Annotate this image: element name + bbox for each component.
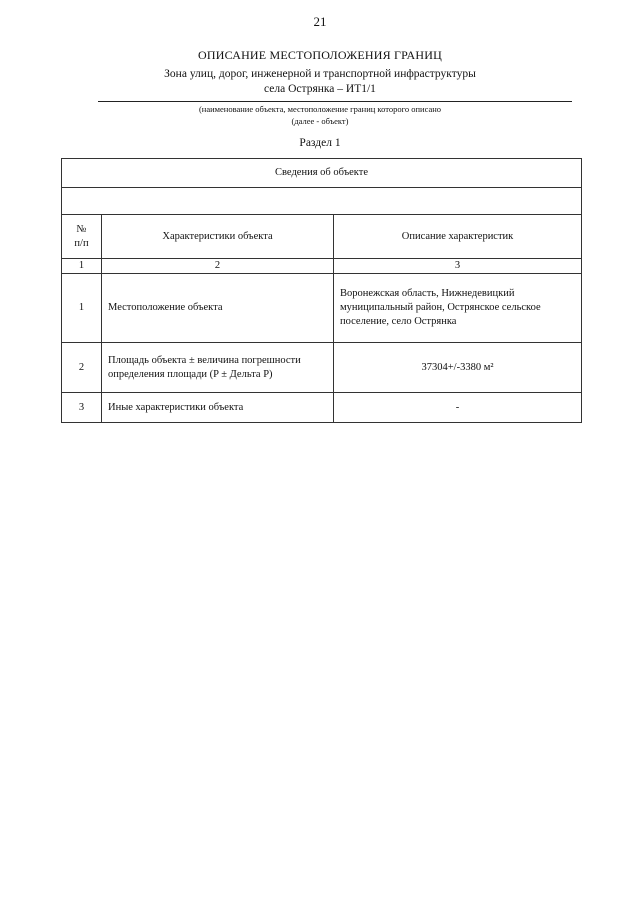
page-number: 21: [313, 14, 327, 29]
caption-line-2: (далее - объект): [291, 116, 349, 126]
document-title: ОПИСАНИЕ МЕСТОПОЛОЖЕНИЯ ГРАНИЦ: [198, 48, 442, 62]
section-title: Раздел 1: [299, 137, 341, 149]
row-description: -: [334, 393, 582, 423]
row-characteristic: Иные характеристики объекта: [102, 393, 334, 423]
subtitle-line-2: села Острянка – ИТ1/1: [264, 83, 376, 95]
row-number: 2: [62, 343, 102, 393]
subtitle-line-1: Зона улиц, дорог, инженерной и транспортной инфраструктуры: [164, 68, 476, 80]
underline-rule: [98, 101, 572, 102]
row-characteristic: Площадь объекта ± величина погрешности определения площади (P ± Дельта P): [102, 343, 334, 393]
column-number-1: 1: [62, 259, 102, 274]
column-header-characteristics: Характеристики объекта: [102, 215, 334, 259]
column-number-3: 3: [334, 259, 582, 274]
column-header-description: Описание характеристик: [334, 215, 582, 259]
row-description: 37304+/-3380 м²: [334, 343, 582, 393]
column-header-number-line-1: №: [76, 223, 87, 235]
row-number: 1: [62, 274, 102, 343]
column-header-number-line-2: п/п: [74, 237, 89, 249]
document-subtitle: [0, 67, 640, 97]
table-header: Сведения об объекте: [62, 159, 582, 188]
row-description: Воронежская область, Нижнедевицкий муниципальный район, Острянское сельское поселение, село Острянка: [334, 274, 582, 343]
caption-line-1: (наименование объекта, местоположение границ которого описано: [198, 104, 442, 114]
table-row: [62, 393, 582, 423]
row-number: 3: [62, 393, 102, 423]
table-row: [62, 274, 582, 343]
object-caption: [0, 103, 640, 127]
column-header-number: [62, 215, 102, 259]
table-blank-row: [62, 188, 582, 215]
row-characteristic: Местоположение объекта: [102, 274, 334, 343]
table-row: [62, 343, 582, 393]
object-info-table: [61, 158, 582, 423]
column-number-2: 2: [102, 259, 334, 274]
